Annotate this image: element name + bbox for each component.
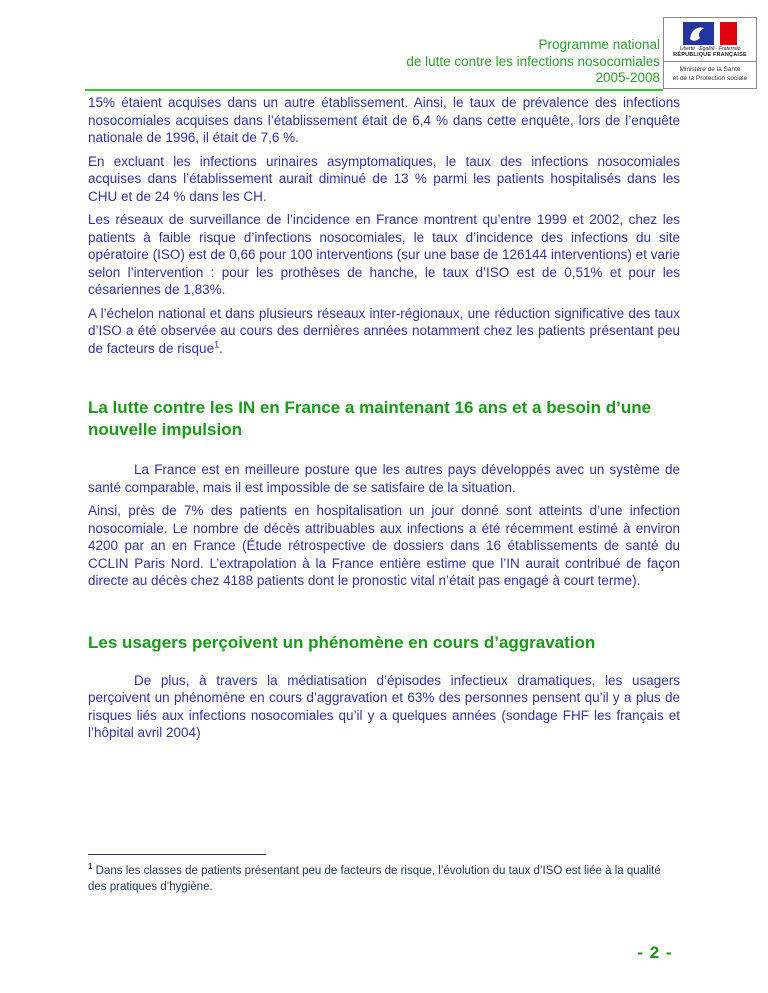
paragraph-surveillance-networks: Les réseaux de surveillance de l’incidence en France montrent qu’entre 1999 et 2002, chez les patients à faible risque d’infections nosocomiales, le taux d’incidence des infections du site opératoire (ISO) est de 0,66 pour 100 interventions (sur une base de 126144 interventions) et varie selon l’intervention : pour les prothèses de hanche, le taux d’ISO est de 0,51% et pour les césariennes de 1,83%. — [88, 212, 680, 297]
french-republic-flag-icon — [683, 22, 737, 45]
paragraph-iso-reduction-text: A l’échelon national et dans plusieurs réseaux inter-régionaux, une réduction significative des taux d’ISO a été observée au cours des dernières années notamment chez les patients présentant peu de facteurs de risque — [88, 305, 680, 356]
document-header — [88, 37, 660, 87]
ministry-name-line-1: Ministère de la Santé — [679, 66, 741, 73]
logo-republic-block — [664, 18, 756, 62]
footnote-area — [88, 854, 672, 895]
paragraph-iso-reduction — [88, 305, 680, 358]
ministry-name-line-2: et de la Protection sociale — [672, 74, 748, 82]
footnote-body: Dans les classes de patients présentant peu de facteurs de risque, l’évolution du taux d’ISO est liée à la qualité des pratiques d’hygiène. — [88, 865, 661, 893]
header-line-2: de lutte contre les infections nosocomiales — [406, 53, 660, 69]
footnote-divider — [88, 854, 266, 855]
page-number: - 2 - — [637, 943, 673, 962]
paragraph-mediatisation: De plus, à travers la médiatisation d’épisodes infectieux dramatiques, les usagers perçoivent un phénomène en cours d’aggravation et 63% des personnes pensent qu’il y a plus de risques liés aux infections nosocomiales qu’il y a quelques années (sondage FHF les français et l’hôpital avril 2004) — [88, 672, 680, 740]
paragraph-urinary-infections: En excluant les infections urinaires asymptomatiques, le taux des infections nosocomiales acquises dans l’établissement aurait diminué de 13 % parmi les patients hospitalisés dans les CHU et de 24 % dans les CH. — [88, 153, 680, 204]
section-heading-usagers: Les usagers perçoivent un phénomène en cours d’aggravation — [88, 632, 596, 652]
footnote-text — [88, 863, 672, 895]
paragraph-prevalence: 15% étaient acquises dans un autre établissement. Ainsi, le taux de prévalence des infections nosocomiales acquises dans l’établissement était de 6,4 % dans cette enquête, lors de l’enquête nationale de 1996, il était de 7,6 %. — [88, 95, 680, 145]
paragraph-iso-reduction-suffix: . — [219, 340, 223, 356]
paragraph-france-posture: La France est en meilleure posture que les autres pays développés avec un système de santé comparable, mais il est impossible de se satisfaire de la situation. — [88, 462, 680, 495]
ministry-logo — [663, 17, 757, 89]
paragraph-deces-attribuables: Ainsi, près de 7% des patients en hospitalisation un jour donné sont atteints d’une infection nosocomiale. Le nombre de décès attribuables aux infections a été récemment estimé à environ 4200 par an en France (Étude rétrospective de dossiers dans 16 établissements de santé du CCLIN Paris Nord. L’extrapolation à la France entière estime que l’IN aurait contribué de façon directe au décès chez 4188 patients dont le pronostic vital n’était pas engagé à court terme). — [88, 503, 680, 588]
footnote-reference: 1 — [214, 339, 220, 349]
document-body — [88, 94, 680, 748]
footnote-marker: 1 — [88, 862, 93, 872]
logo-republic-label: RÉPUBLIQUE FRANÇAISE — [673, 52, 747, 58]
logo-motto: Liberté · Égalité · Fraternité — [679, 46, 741, 52]
section-heading-lutte-16-ans: La lutte contre les IN en France a maintenant 16 ans et a besoin d’une nouvelle impulsion — [88, 398, 652, 439]
header-line-3: 2005-2008 — [595, 70, 660, 85]
header-line-1: Programme national — [538, 37, 660, 52]
logo-ministry-block — [664, 62, 756, 88]
header-divider — [85, 89, 663, 91]
